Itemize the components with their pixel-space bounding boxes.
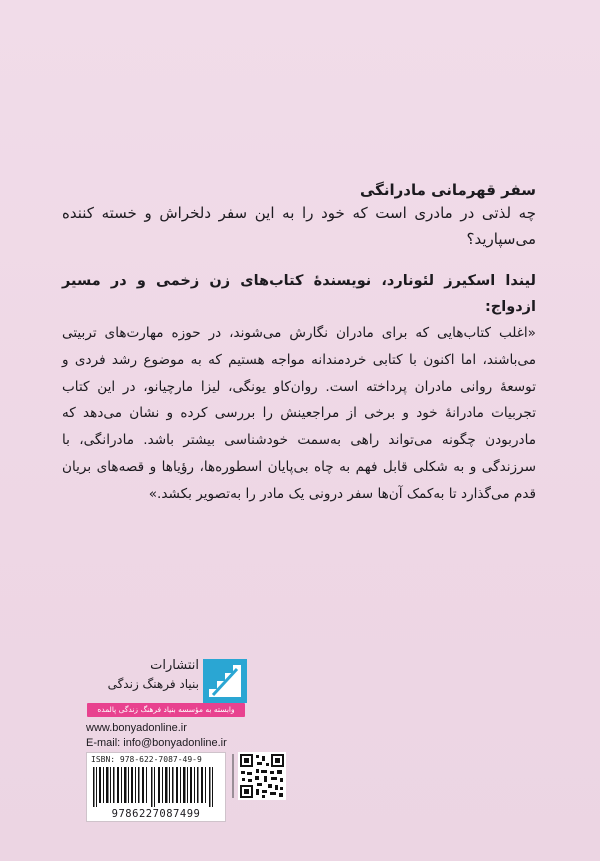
- publisher-line2: بنیاد فرهنگ زندگی: [107, 677, 199, 691]
- contact-info: [86, 721, 256, 751]
- barcode-bars: [91, 767, 221, 807]
- website-link[interactable]: www.bonyadonline.ir: [86, 722, 187, 734]
- publisher-line1: انتشارات: [150, 658, 199, 673]
- section-heading: سفر قهرمانی مادرانگی: [359, 181, 536, 199]
- isbn-label: ISBN: 978-622-7087-49-9: [91, 755, 202, 764]
- isbn-barcode: [86, 752, 226, 822]
- ean-number: 9786227087499: [111, 808, 201, 820]
- publisher-name: [108, 657, 199, 693]
- qr-code-icon[interactable]: [238, 752, 286, 800]
- affiliation-banner: وابسته به مؤسسه بنیاد فرهنگ زندگی پالمده: [87, 703, 245, 717]
- publisher-block: [85, 655, 255, 705]
- author-attribution: لیندا اسکیرز لئونارد، نویسندهٔ کتاب‌های زن زخمی و در مسیر ازدواج:: [62, 273, 536, 315]
- qr-side-text: [229, 752, 237, 800]
- intro-paragraph: چه لذتی در مادری است که خود را به این سفر دلخراش و خسته کننده می‌سپارید؟: [62, 204, 536, 248]
- review-quote: «اغلب کتاب‌هایی که برای مادران نگارش می‌شوند، در حوزه مهارت‌های تربیتی می‌باشند، اما اکنون با کتابی خردمندانه مواجه هستیم که به موضوع رشد فردی و توسعهٔ روانی مادران پرداخته است. روان‌کاو یونگی، لیزا مارچیانو، در این کتاب تجربیات مادرانهٔ خود و برخی از مراجعینش را بررسی کرده و نشان می‌دهد که مادربودن چگونه می‌تواند راهی به‌سمت خودشناسی بیشتر باشد. مادرانگی، با سرزندگی و به شکلی قابل فهم به چاه بی‌پایان اسطوره‌ها، رؤیاها و قصه‌های بریان قدم می‌گذارد تا به‌کمک آن‌ها سفر درونی یک مادر را به‌تصویر بکشد.»: [62, 325, 536, 502]
- email-link[interactable]: E-mail: info@bonyadonline.ir: [86, 737, 227, 749]
- stairs-logo-icon: [201, 657, 249, 705]
